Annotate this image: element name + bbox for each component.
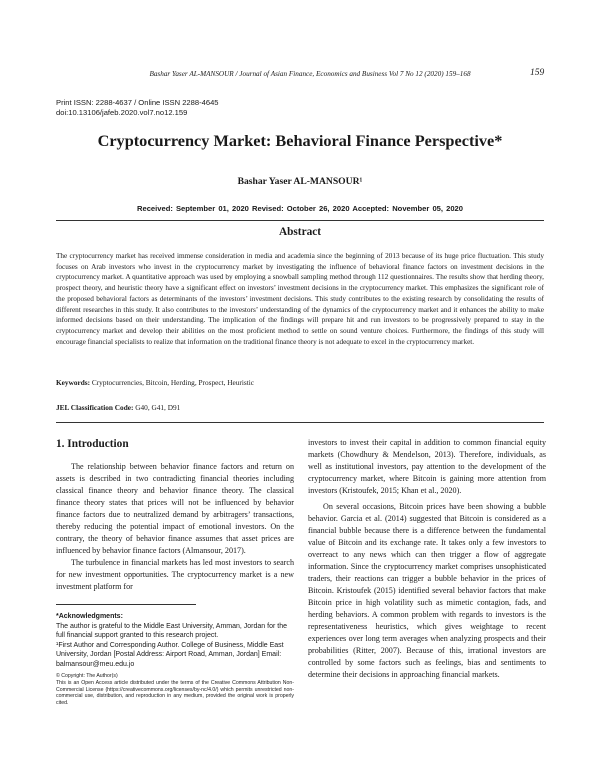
- jel-text: G40, G41, D91: [133, 403, 181, 412]
- paper-title: Cryptocurrency Market: Behavioral Finance Perspective*: [97, 131, 503, 150]
- divider-bottom: [56, 422, 544, 423]
- abstract-heading: Abstract: [278, 226, 322, 238]
- issn-line: Print ISSN: 2288-4637 / Online ISSN 2288-4645: [56, 98, 219, 107]
- acknowledgments-text: The author is grateful to the Middle East University, Amman, Jordan for the full financial support granted to this research project.: [56, 622, 287, 639]
- jel-line: [56, 403, 544, 412]
- running-head: Bashar Yaser AL-MANSOUR / Journal of Asian Finance, Economics and Business Vol 7 No 12 (2020) 159–168: [149, 70, 471, 78]
- intro-paragraph: investors to invest their capital in addition to common financial equity markets (Chowdhury & Mendelson, 2013). Therefore, individuals, as well as institutional investors, pay attention to the development of the cryptocurrency market, where Bitcoin is gaining more attention from investors (Kristoufek, 2015; Khan et al., 2020).: [308, 438, 546, 495]
- copyright-block: [56, 673, 294, 707]
- issn-block: [56, 98, 219, 118]
- abstract-text: The cryptocurrency market has received immense consideration in media and academia since the beginning of 2013 because of its huge price fluctuation. This study focuses on Arab investors who invest in the cryptocurrency market by investigating the influence of behavioral finance factors on investment decisions in the cryptocurrency market. A quantitative approach was used by employing a snowball sampling method through 112 questionnaires. The results show that herding theory, prospect theory, and heuristic theory have a significant effect on investors’ investment decisions in the cryptocurrency market. This emphasizes the significant role of the proposed behavioral factors as determinants of the investors’ investment decisions. This study contributes to the existing research by consolidating the results of different researches in this study. It also contributes to the investors’ understanding of the dynamics of the cryptocurrency market and it enhances the ability to make informed decisions based on their understanding. The implication of the findings will prepare hit and run investors to be progressively prepared to stay in the cryptocurrency market and develop their abilities on the most proficient method to settle on sound venture choices. Furthermore, the findings of this study will encourage financial specialists to realize that information on the traditional finance theory is not adequate to excel in the cryptocurrency market.: [56, 252, 544, 346]
- intro-paragraph: The relationship between behavior finance factors and return on assets is described in two contradicting financial theories including classical finance theory and behavior finance theory. The classical finance theory states that prices will not be influenced by behavior finance factors due to neutralized demand by arbitragers’ transactions, thereby reducing the potential impact of emotional investors. On the contrary, the theory of behavior finance assumes that asset prices are influenced by behavior finance factors (Almansour, 2017).: [56, 462, 294, 555]
- submission-dates: Received: September 01, 2020 Revised: October 26, 2020 Accepted: November 05, 2020: [136, 204, 464, 213]
- intro-paragraph: The turbulence in financial markets has led most investors to search for new investment opportunities. The cryptocurrency market is a new investment platform for: [56, 558, 294, 591]
- copyright-line: © Copyright: The Author(s): [56, 673, 118, 679]
- jel-label: JEL Classification Code:: [56, 403, 134, 412]
- license-text: This is an Open Access article distributed under the terms of the Creative Commons Attribution Non-Commercial License (https://creativecommons.org/licenses/by-nc/4.0/) which permits unrestricted non-commercial use, distribution, and reproduction in any medium, provided the original work is properly cited.: [56, 679, 294, 707]
- footnote-divider: [56, 604, 196, 605]
- intro-paragraph: On several occasions, Bitcoin prices have been showing a bubble behavior. Garcia et al. (2014) suggested that Bitcoin is considered as a financial bubble because there is a difference between the fundamental value of Bitcoin and its exchange rate. It takes only a few investors to overreact to any news which can then trigger a flow of aggregate information. Since the cryptocurrency market comprises unsophisticated traders, their reactions can trigger a bubble behavior in the prices of Bitcoin. Kristoufek (2015) identified several behavior factors that make Bitcoin price in high volatility such as mimetic contagion, fads, and herding behaviors. A common problem with regards to investors is the representativeness heuristics, which gives weightage to recent experiences over long term averages when analyzing prospects and their probabilities (Ritter, 2007). Because of this, irrational investors are controlled by some factors such as feelings, bias and sentiments to determine their decisions in approaching financial markets.: [308, 502, 546, 679]
- footnotes: [56, 612, 294, 669]
- right-column: [308, 437, 546, 681]
- page-number: 159: [530, 68, 545, 78]
- left-column: [56, 461, 294, 593]
- keywords-text: Cryptocurrencies, Bitcoin, Herding, Prospect, Heuristic: [90, 378, 255, 387]
- introduction-heading: 1. Introduction: [56, 438, 129, 450]
- divider-top: [56, 220, 544, 221]
- author-note: ¹First Author and Corresponding Author. College of Business, Middle East University, Jordan [Postal Address: Airport Road, Amman, Jordan] Email: balmansour@meu.edu.jo: [56, 641, 284, 668]
- keywords-line: [56, 378, 544, 387]
- acknowledgments-label: *Acknowledgments:: [56, 613, 123, 620]
- keywords-label: Keywords:: [56, 378, 91, 387]
- doi-line[interactable]: doi:10.13106/jafeb.2020.vol7.no12.159: [56, 108, 188, 117]
- author-name: Bashar Yaser AL-MANSOUR¹: [237, 176, 363, 187]
